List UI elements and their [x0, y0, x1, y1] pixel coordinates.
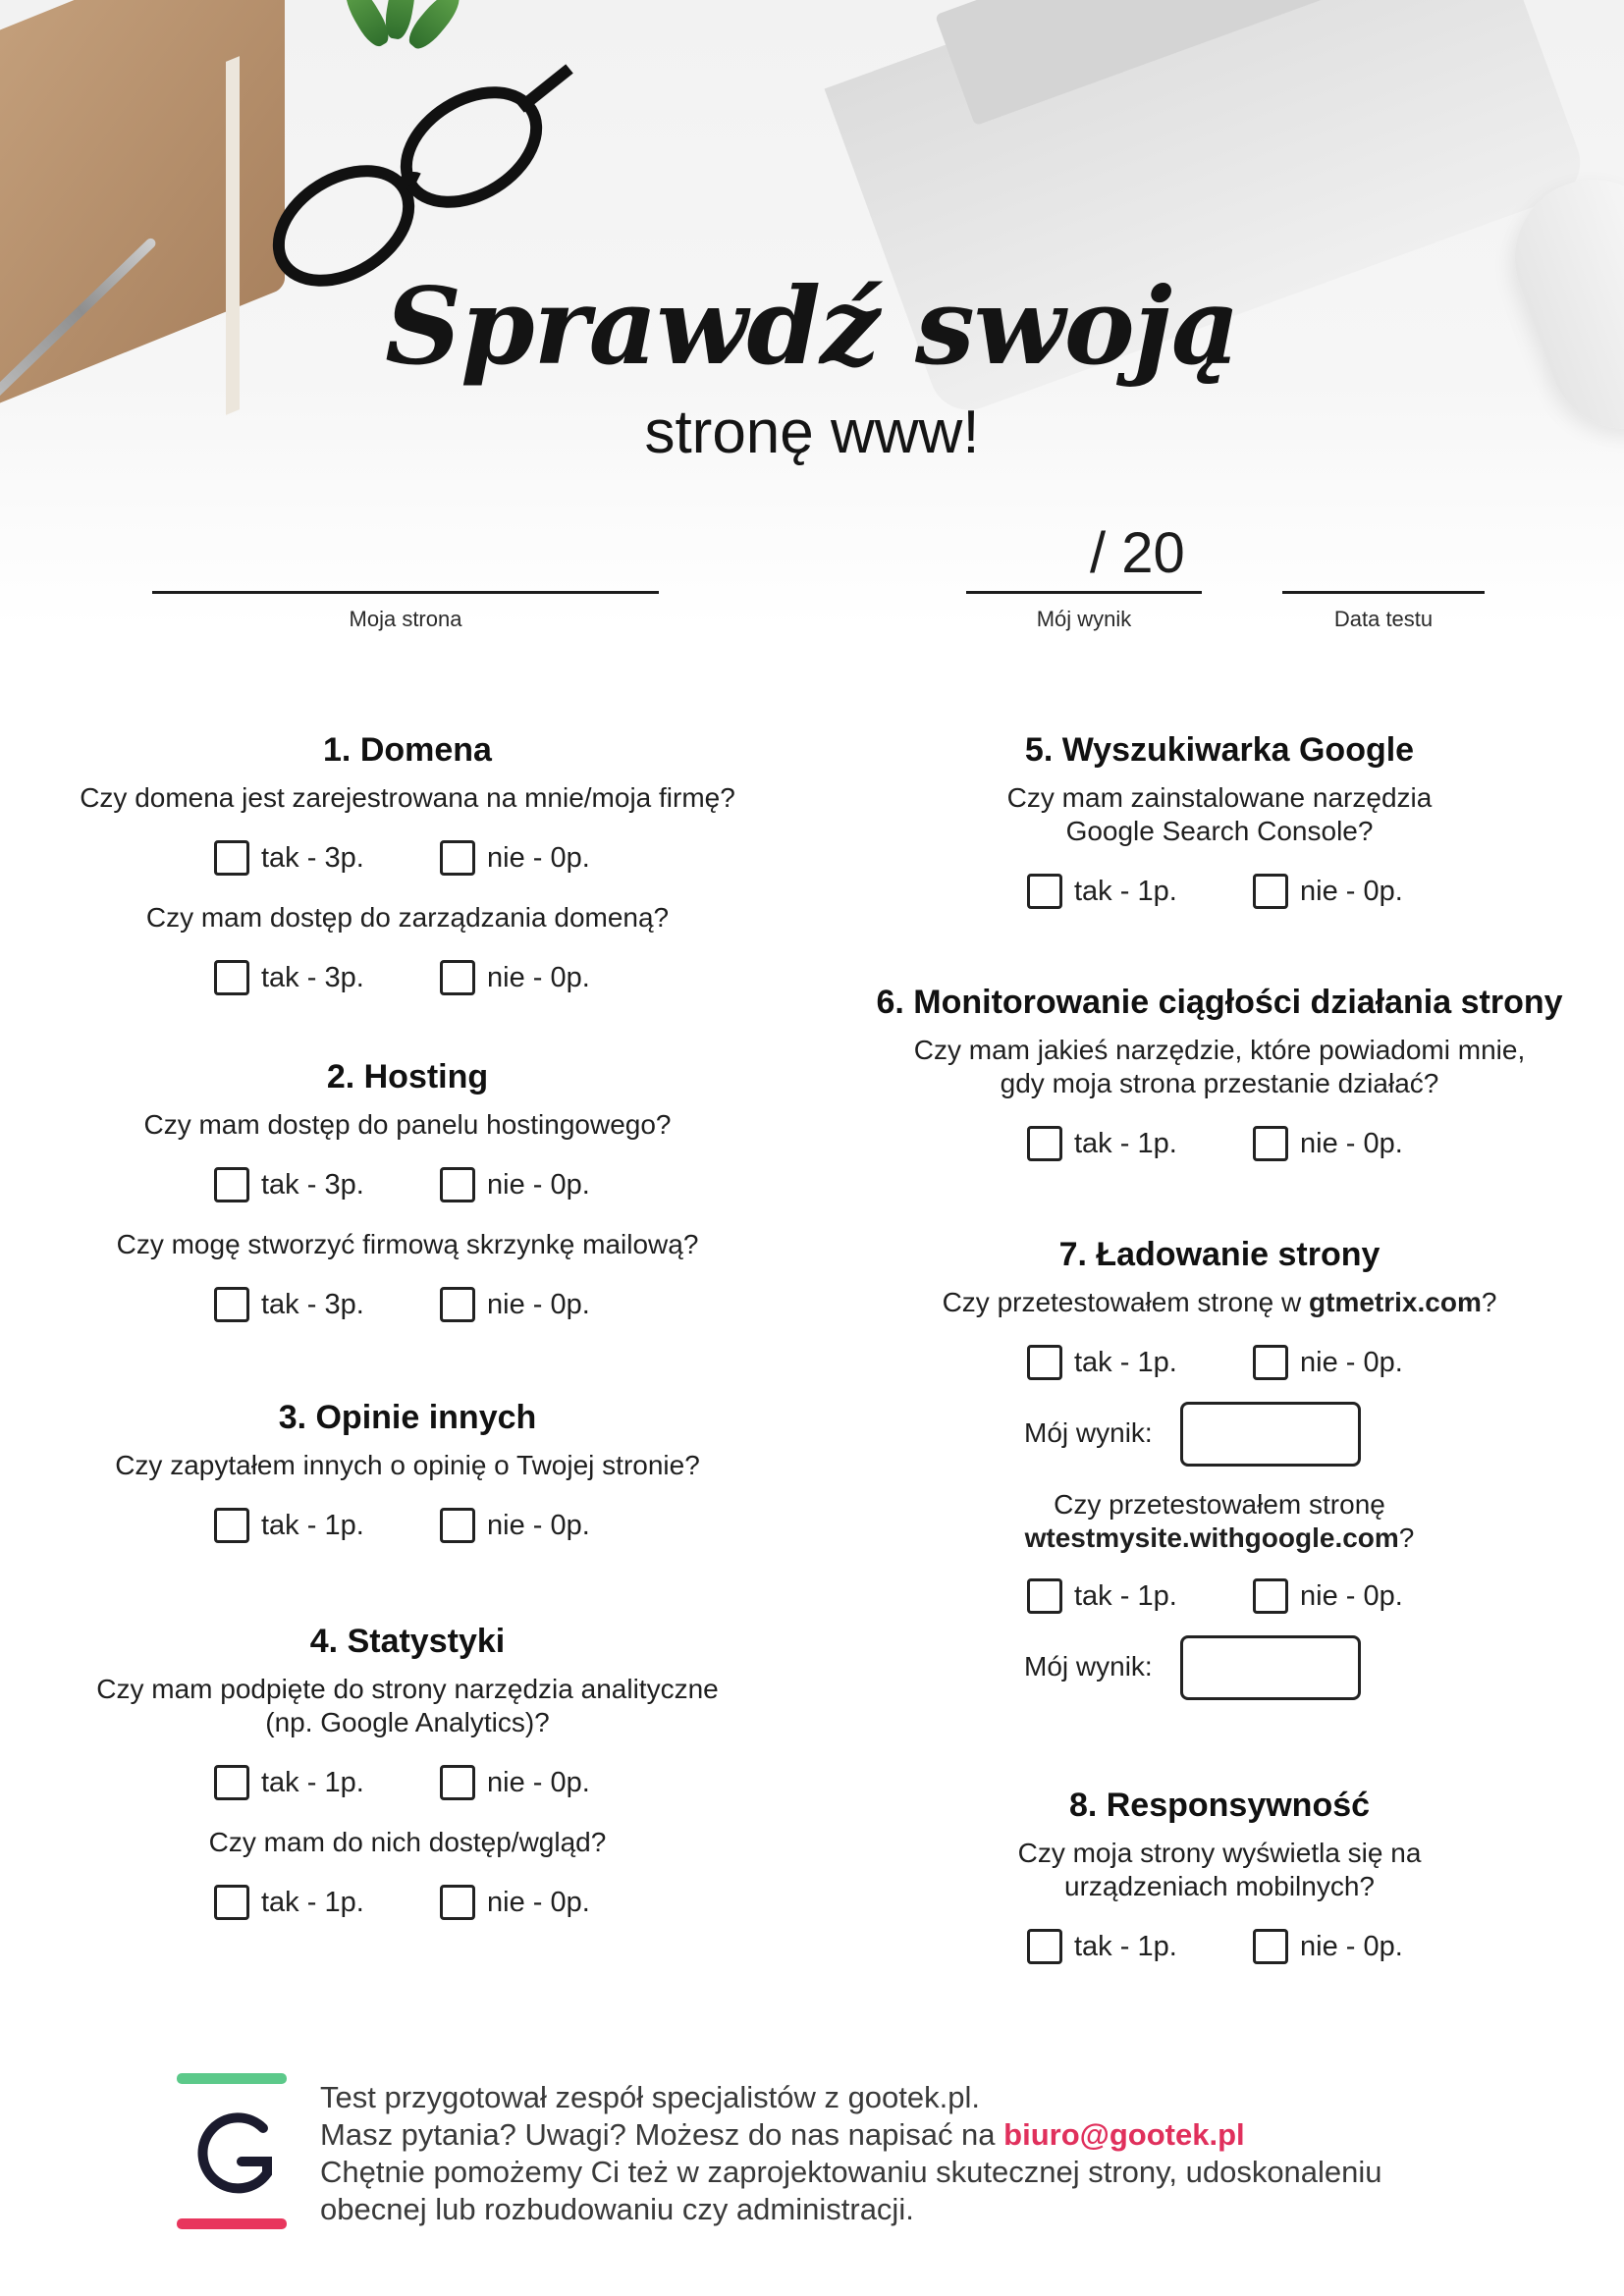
- option-no-label: nie - 0p.: [487, 1509, 590, 1541]
- checkbox[interactable]: [214, 1287, 249, 1322]
- option-yes-label: tak - 3p.: [261, 1288, 364, 1320]
- result-label: Mój wynik:: [1024, 1417, 1153, 1448]
- checkbox[interactable]: [1253, 874, 1288, 909]
- option-yes-label: tak - 1p.: [1074, 1127, 1177, 1159]
- option-yes[interactable]: [1027, 1929, 1177, 1964]
- checkbox[interactable]: [1253, 1126, 1288, 1161]
- question-line: Czy moja strony wyświetla się na: [1017, 1838, 1422, 1868]
- option-no-label: nie - 0p.: [1300, 1930, 1403, 1962]
- section-title: 8. Responsywność: [1068, 1787, 1371, 1824]
- section-title: 3. Opinie innych: [278, 1399, 537, 1436]
- option-yes-label: tak - 1p.: [261, 1766, 364, 1798]
- answer-row: [0, 1885, 815, 1928]
- option-yes-label: tak - 1p.: [261, 1509, 364, 1541]
- option-no-label: nie - 0p.: [1300, 1127, 1403, 1159]
- question-text: Czy mogę stworzyć firmową skrzynkę mailową?: [116, 1229, 699, 1259]
- question-line: (np. Google Analytics)?: [265, 1707, 550, 1737]
- result-label: Mój wynik:: [1024, 1651, 1153, 1682]
- section-title: 6. Monitorowanie ciągłości działania strony: [876, 984, 1563, 1021]
- section-title: 7. Ładowanie strony: [1058, 1236, 1380, 1273]
- question-text: Czy mam dostęp do panelu hostingowego?: [143, 1109, 672, 1140]
- score-max: / 20: [1090, 521, 1185, 585]
- option-no[interactable]: [440, 1765, 590, 1800]
- checkbox[interactable]: [1027, 1578, 1062, 1614]
- question-prefix: Czy przetestowałem stronę w: [942, 1287, 1310, 1317]
- section-wyszukiwarka: [815, 731, 1624, 917]
- option-yes[interactable]: [214, 1167, 364, 1202]
- gootek-logo-icon: [173, 2071, 291, 2238]
- option-no[interactable]: [1253, 1578, 1403, 1614]
- answer-row: [815, 1126, 1624, 1169]
- option-yes-label: tak - 3p.: [261, 841, 364, 874]
- answer-row: [815, 1929, 1624, 1972]
- checkbox[interactable]: [214, 840, 249, 876]
- checkbox[interactable]: [1027, 1126, 1062, 1161]
- answer-row: [0, 1167, 815, 1210]
- option-no-label: nie - 0p.: [487, 1168, 590, 1201]
- option-yes[interactable]: [214, 960, 364, 995]
- checkbox[interactable]: [1027, 1345, 1062, 1380]
- question-line: Czy mam jakieś narzędzie, które powiadomi mnie,: [913, 1035, 1526, 1065]
- checkbox[interactable]: [1253, 1345, 1288, 1380]
- section-statystyki: [0, 1623, 815, 1928]
- question-line: Czy mam zainstalowane narzędzia: [1006, 782, 1433, 813]
- question-text: [815, 1286, 1624, 1319]
- option-yes[interactable]: [1027, 1345, 1177, 1380]
- question-text: [0, 1673, 815, 1739]
- result-input[interactable]: [1180, 1402, 1361, 1467]
- question-text: [815, 781, 1624, 848]
- site-field-label: Moja strona: [349, 607, 462, 631]
- question-text: [815, 1488, 1624, 1555]
- question-line: Czy mam podpięte do strony narzędzia analityczne: [96, 1674, 719, 1704]
- checkbox[interactable]: [440, 1508, 475, 1543]
- option-yes[interactable]: [214, 1508, 364, 1543]
- question-link-testmysite: wtestmysite.withgoogle.com: [1024, 1522, 1399, 1553]
- option-no[interactable]: [1253, 1929, 1403, 1964]
- checkbox[interactable]: [214, 1167, 249, 1202]
- option-yes[interactable]: [1027, 1578, 1177, 1614]
- checkbox[interactable]: [214, 960, 249, 995]
- score-field-line[interactable]: [966, 591, 1202, 594]
- checkbox[interactable]: [214, 1885, 249, 1920]
- checkbox[interactable]: [440, 1885, 475, 1920]
- date-field-label: Data testu: [1333, 607, 1434, 631]
- option-yes-label: tak - 1p.: [1074, 1579, 1177, 1612]
- option-no[interactable]: [1253, 1345, 1403, 1380]
- checkbox[interactable]: [440, 960, 475, 995]
- option-no[interactable]: [1253, 1126, 1403, 1161]
- option-no-label: nie - 0p.: [487, 841, 590, 874]
- option-yes-label: tak - 3p.: [261, 961, 364, 993]
- question-text: Czy mam do nich dostęp/wgląd?: [208, 1827, 607, 1857]
- question-text: [815, 1034, 1624, 1100]
- score-field-label: Mój wynik: [1036, 607, 1132, 631]
- option-no-label: nie - 0p.: [1300, 875, 1403, 907]
- option-yes-label: tak - 1p.: [1074, 875, 1177, 907]
- question-text: Czy domena jest zarejestrowana na mnie/moja firmę?: [80, 782, 735, 813]
- section-responsywnosc: [815, 1787, 1624, 1972]
- footer-line: Test przygotował zespół specjalistów z gootek.pl.: [320, 2080, 980, 2114]
- title-script: Sprawdź swoją: [385, 265, 1239, 389]
- section-title: 5. Wyszukiwarka Google: [1024, 731, 1415, 769]
- email-link[interactable]: biuro@gootek.pl: [1003, 2117, 1245, 2152]
- result-row: [815, 1402, 1624, 1470]
- option-yes[interactable]: [214, 1765, 364, 1800]
- footer-line: [320, 2116, 1597, 2154]
- section-title: 4. Statystyki: [309, 1623, 506, 1660]
- checkbox[interactable]: [214, 1508, 249, 1543]
- answer-row: [0, 840, 815, 883]
- question-text: Czy zapytałem innych o opinię o Twojej stronie?: [115, 1450, 700, 1480]
- question-line: gdy moja strona przestanie działać?: [1000, 1068, 1439, 1098]
- option-yes[interactable]: [214, 1287, 364, 1322]
- option-no[interactable]: [440, 840, 590, 876]
- question-suffix: ?: [1481, 1287, 1497, 1317]
- option-no[interactable]: [440, 1885, 590, 1920]
- question-text: [815, 1837, 1624, 1903]
- date-field-line[interactable]: [1282, 591, 1485, 594]
- answer-row: [815, 1578, 1624, 1622]
- option-no[interactable]: [440, 960, 590, 995]
- option-no[interactable]: [440, 1287, 590, 1322]
- section-title: 1. Domena: [323, 731, 492, 769]
- answer-row: [0, 1765, 815, 1808]
- option-yes[interactable]: [1027, 874, 1177, 909]
- section-ladowanie: [815, 1236, 1624, 1704]
- checkbox[interactable]: [440, 1765, 475, 1800]
- section-title: 2. Hosting: [326, 1058, 489, 1095]
- footer-line: Chętnie pomożemy Ci też w zaprojektowaniu skutecznej strony, udoskonaleniu: [320, 2155, 1382, 2189]
- checkbox[interactable]: [440, 1287, 475, 1322]
- question-line: Google Search Console?: [1065, 816, 1374, 846]
- question-text: Czy mam dostęp do zarządzania domeną?: [145, 902, 670, 933]
- section-monitorowanie: [815, 984, 1624, 1169]
- option-yes-label: tak - 1p.: [1074, 1930, 1177, 1962]
- option-no-label: nie - 0p.: [487, 1288, 590, 1320]
- footer-contact-prefix: Masz pytania? Uwagi? Możesz do nas napisać na: [320, 2117, 1004, 2152]
- answer-row: [815, 874, 1624, 917]
- option-no-label: nie - 0p.: [487, 961, 590, 993]
- answer-row: [0, 1287, 815, 1330]
- result-input[interactable]: [1180, 1635, 1361, 1700]
- option-no[interactable]: [1253, 874, 1403, 909]
- option-no[interactable]: [440, 1167, 590, 1202]
- section-opinie: [0, 1399, 815, 1551]
- option-yes[interactable]: [1027, 1126, 1177, 1161]
- checkbox[interactable]: [1253, 1929, 1288, 1964]
- checkbox[interactable]: [1027, 1929, 1062, 1964]
- option-yes[interactable]: [214, 840, 364, 876]
- checkbox[interactable]: [440, 1167, 475, 1202]
- option-no[interactable]: [440, 1508, 590, 1543]
- option-yes-label: tak - 1p.: [261, 1886, 364, 1918]
- checkbox[interactable]: [440, 840, 475, 876]
- option-no-label: nie - 0p.: [487, 1766, 590, 1798]
- option-no-label: nie - 0p.: [1300, 1579, 1403, 1612]
- option-no-label: nie - 0p.: [487, 1886, 590, 1918]
- section-hosting: [0, 1058, 815, 1330]
- result-row: [815, 1635, 1624, 1704]
- footer-line: obecnej lub rozbudowaniu czy administracji.: [320, 2192, 914, 2226]
- checkbox[interactable]: [1253, 1578, 1288, 1614]
- question-suffix: ?: [1398, 1522, 1415, 1553]
- checkbox[interactable]: [214, 1765, 249, 1800]
- footer-text: [320, 2079, 1597, 2228]
- site-field-line[interactable]: [152, 591, 659, 594]
- answer-row: [0, 1508, 815, 1551]
- option-yes[interactable]: [214, 1885, 364, 1920]
- question-link-gtmetrix: gtmetrix.com: [1309, 1287, 1482, 1317]
- checkbox[interactable]: [1027, 874, 1062, 909]
- section-domena: [0, 731, 815, 1003]
- answer-row: [0, 960, 815, 1003]
- question-line: urządzeniach mobilnych?: [1064, 1871, 1375, 1901]
- answer-row: [815, 1345, 1624, 1388]
- option-yes-label: tak - 1p.: [1074, 1346, 1177, 1378]
- question-line: Czy przetestowałem stronę: [1054, 1489, 1385, 1520]
- title-subtitle: stronę www!: [644, 399, 980, 466]
- option-no-label: nie - 0p.: [1300, 1346, 1403, 1378]
- option-yes-label: tak - 3p.: [261, 1168, 364, 1201]
